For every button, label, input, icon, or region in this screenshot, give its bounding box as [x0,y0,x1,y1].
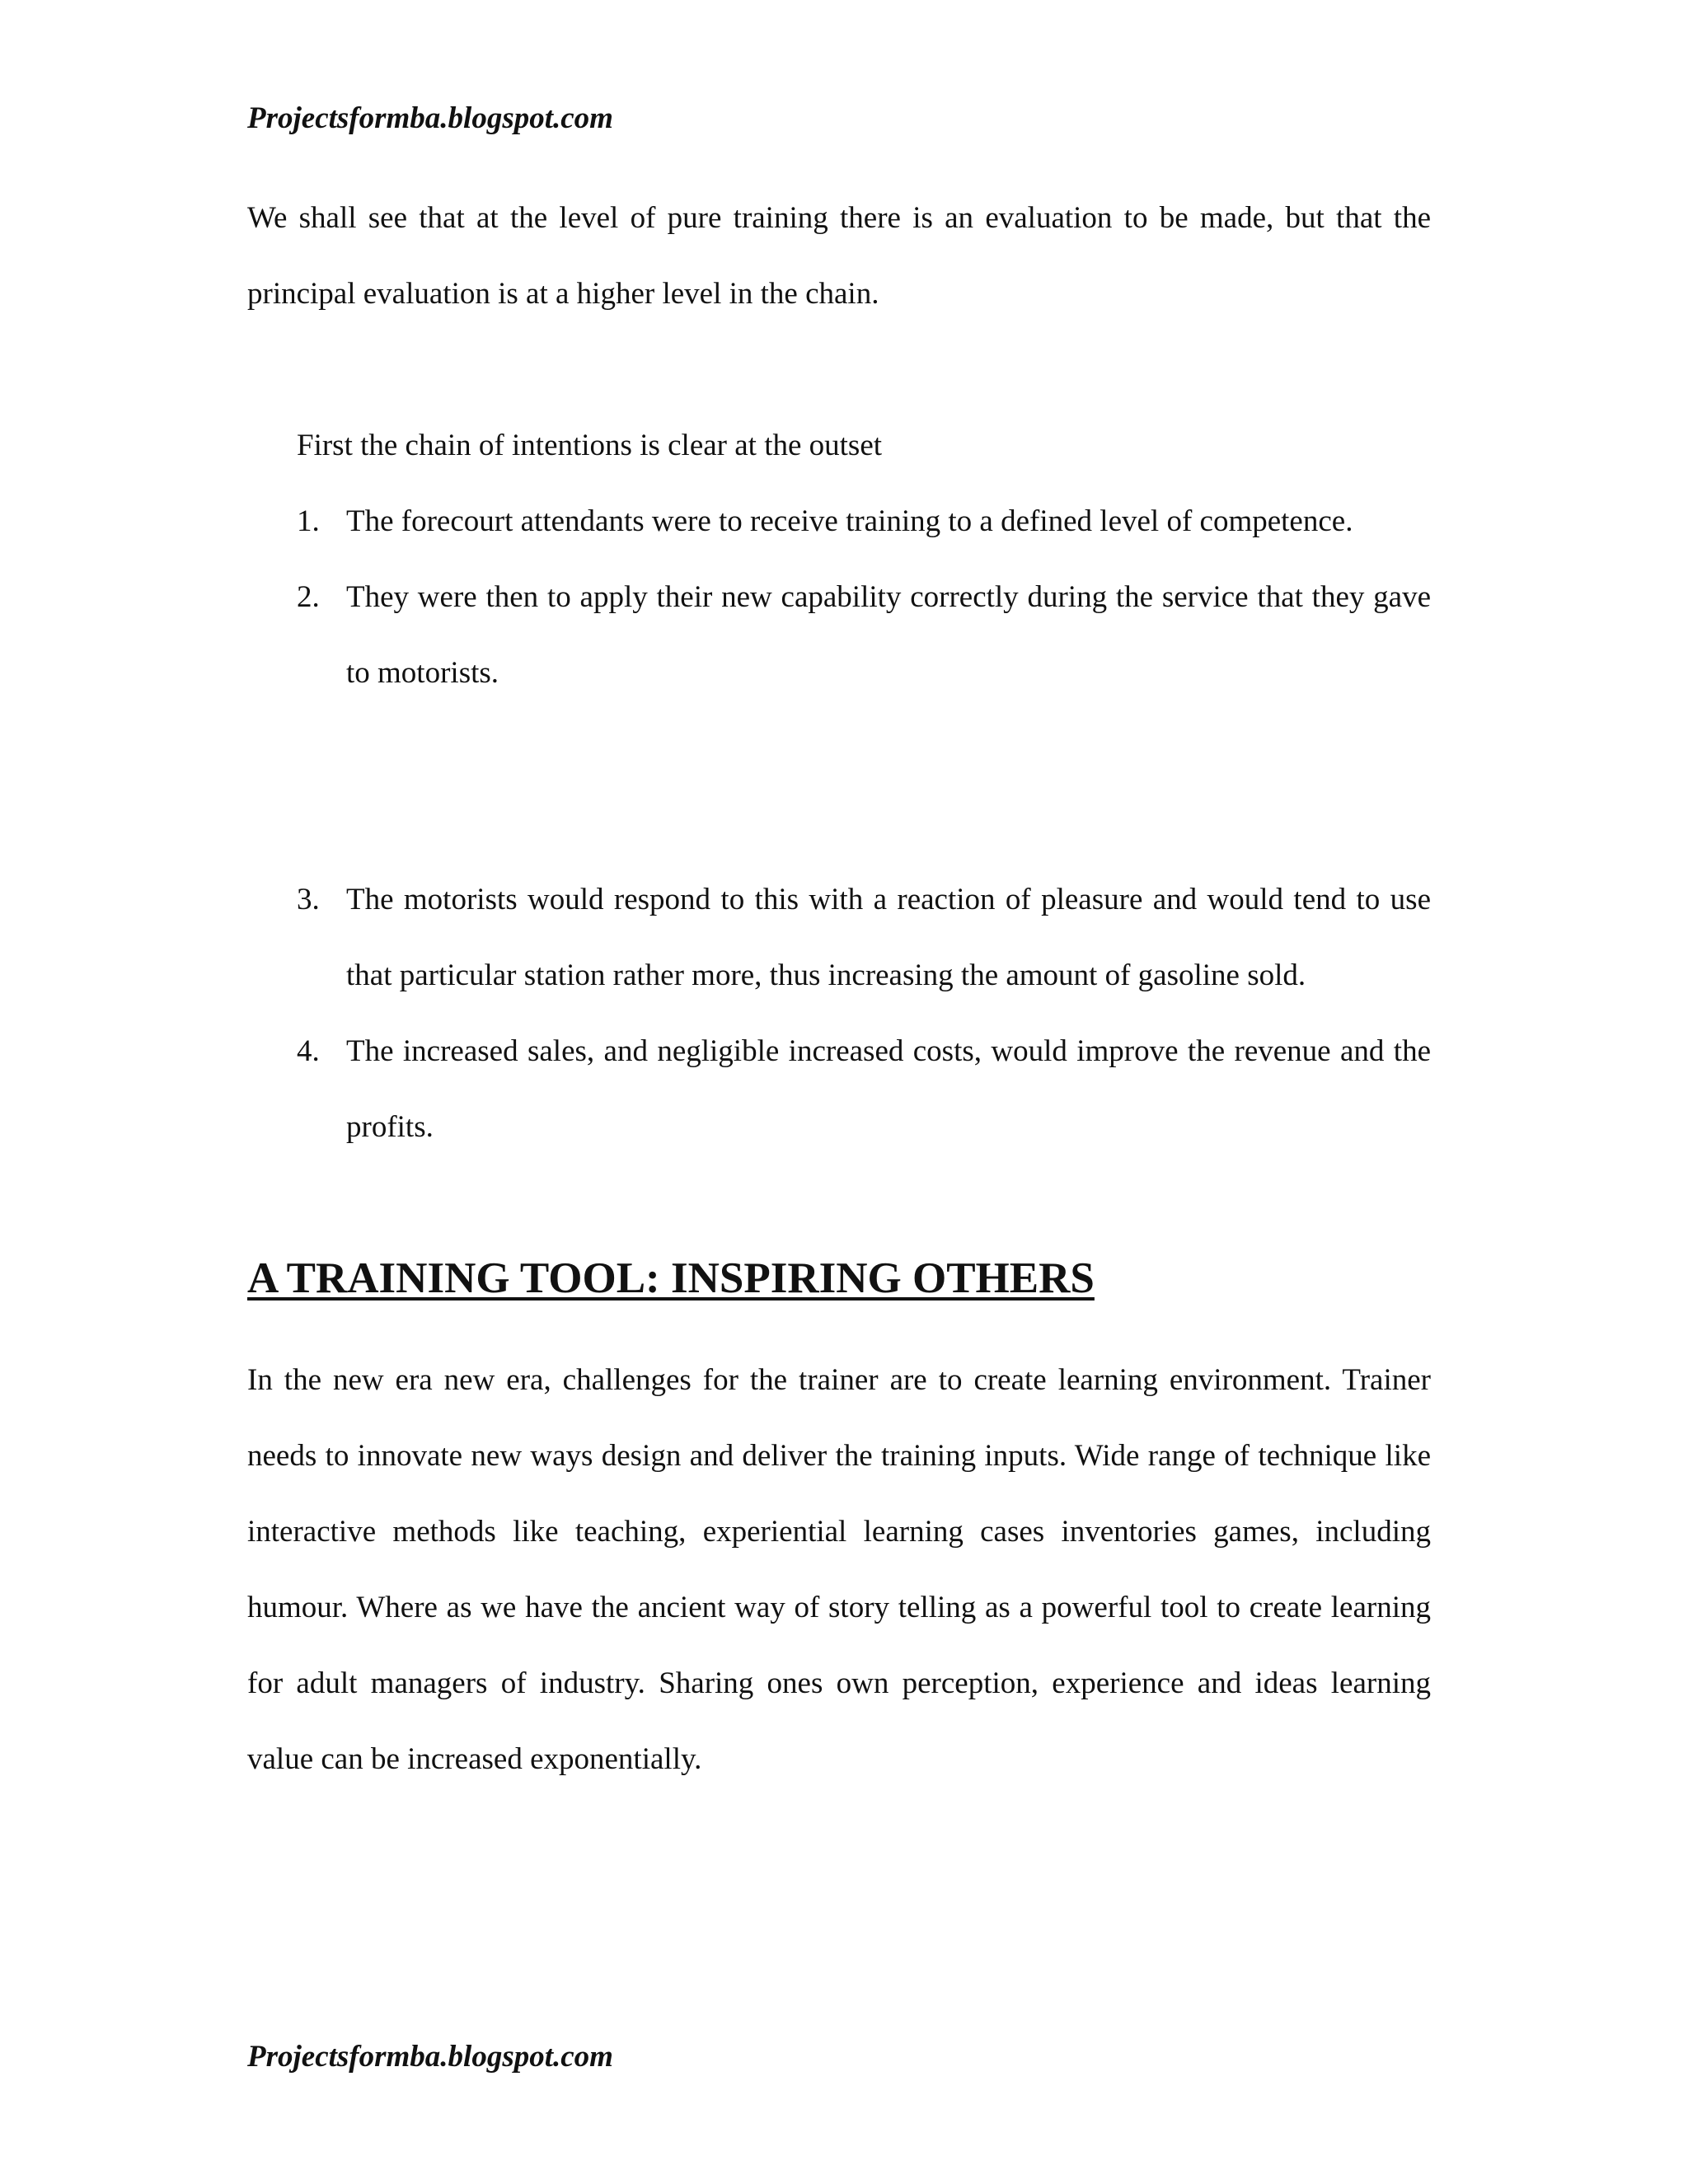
intro-paragraph: We shall see that at the level of pure training there is an evaluation to be made, but that the principal evaluation is at a higher level in the chain. [247,201,1431,311]
page-footer: Projectsformba.blogspot.com [247,2040,613,2074]
list-item-text: The motorists would respond to this with a reaction of pleasure and would tend to use that particular station rather more, thus increasing the amount of gasoline sold. [346,883,1431,992]
list-item-text: The forecourt attendants were to receive training to a defined level of competence. [346,504,1353,538]
list-item [247,484,1431,560]
section-paragraph: In the new era new era, challenges for the trainer are to create learning environment. Trainer needs to innovate new ways design and deliver the training inputs. Wide range of technique like interactive methods like teaching, experiential learning cases inventories games, including humour. Where as we have the ancient way of story telling as a powerful tool to create learning for adult managers of industry. Sharing ones own perception, experience and ideas learning value can be increased exponentially. [247,1363,1431,1776]
intentions-list-part-2 [247,862,1431,1165]
list-item-number: 1. [297,504,320,538]
list-item [247,862,1431,1014]
intentions-list-part-1 [247,484,1431,711]
list-item [247,1014,1431,1165]
list-item-number: 4. [297,1034,320,1068]
list-item [247,560,1431,711]
list-item-number: 3. [297,883,320,916]
section-heading: A TRAINING TOOL: INSPIRING OTHERS [247,1254,1095,1302]
page-header: Projectsformba.blogspot.com [247,101,613,135]
list-item-text: They were then to apply their new capability correctly during the service that they gave to motorists. [346,580,1431,690]
chain-intro-text: First the chain of intentions is clear at the outset [297,429,883,462]
list-item-number: 2. [297,580,320,614]
list-item-text: The increased sales, and negligible increased costs, would improve the revenue and the profits. [346,1034,1431,1144]
